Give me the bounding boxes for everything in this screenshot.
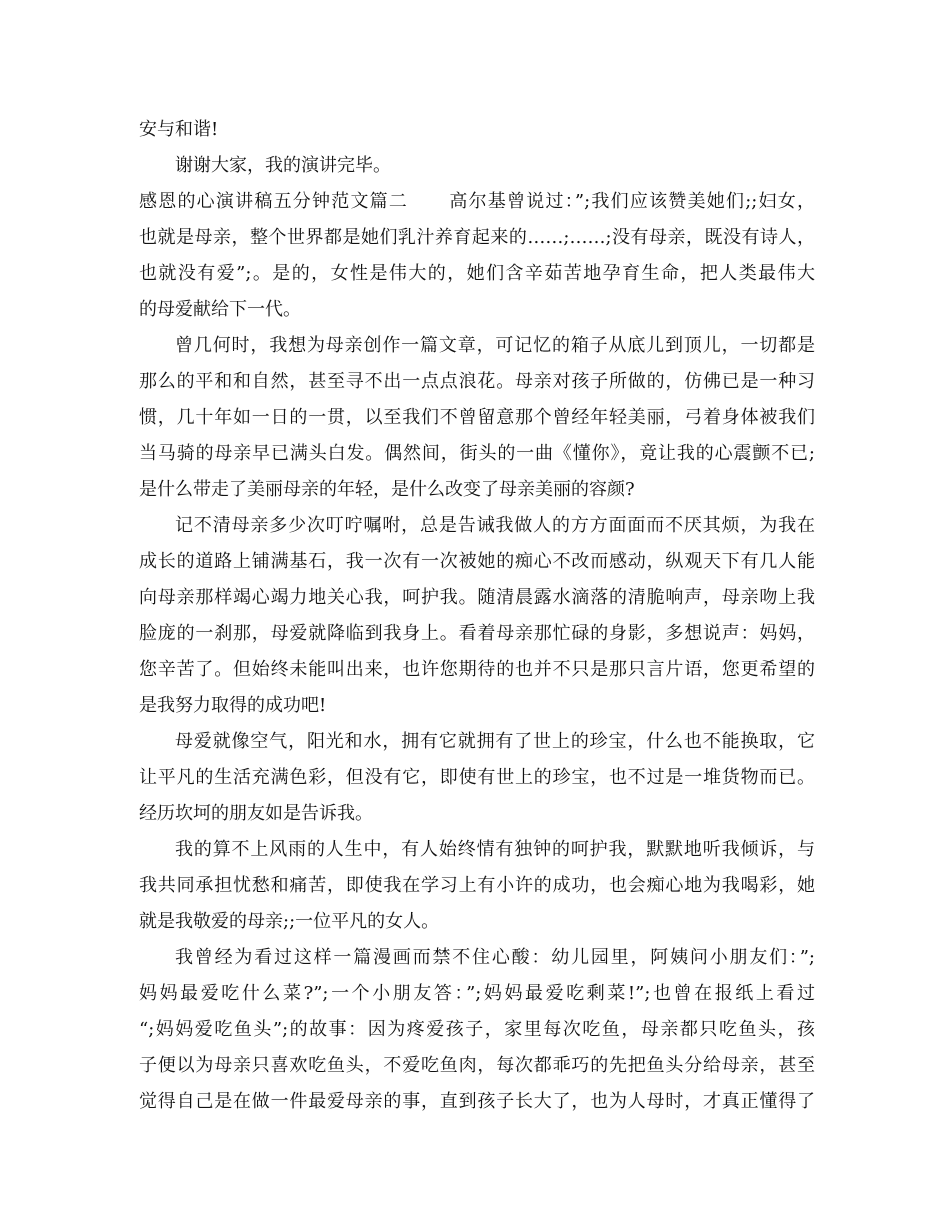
text-line: 惯，几十年如一日的一贯，以至我们不曾留意那个曾经年轻美丽，弓着身体被我们 — [139, 407, 815, 428]
heading-line — [139, 184, 815, 220]
text-fragment: 高尔基曾说过：”;我们应该赞美她们;;妇女， — [448, 191, 815, 212]
text-line: 成长的道路上铺满基石，我一次有一次被她的痴心不改而感动，纵观天下有几人能 — [139, 551, 815, 572]
text-line: 经历坎坷的朋友如是告诉我。 — [139, 803, 373, 824]
text-line: 妈妈最爱吃什么菜?”;一个小朋友答：”;妈妈最爱吃剩菜!”;也曾在报纸上看过 — [139, 983, 815, 1004]
text-line: 母爱就像空气，阳光和水，拥有它就拥有了世上的珍宝，什么也不能换取，它 — [175, 731, 815, 752]
text-line: 脸庞的一刹那，母爱就降临到我身上。看着母亲那忙碌的身影，多想说声：妈妈， — [139, 623, 815, 644]
text-line: 也就没有爱”;。是的，女性是伟大的，她们含辛茹苦地孕育生命，把人类最伟大 — [139, 263, 815, 284]
text-line: 我曾经为看过这样一篇漫画而禁不住心酸：幼儿园里，阿姨问小朋友们：”; — [175, 947, 815, 968]
text-line: 安与和谐! — [139, 119, 219, 140]
text-line: 是什么带走了美丽母亲的年轻，是什么改变了母亲美丽的容颜? — [139, 479, 635, 500]
text-line: “;妈妈爱吃鱼头”;的故事：因为疼爱孩子，家里每次吃鱼，母亲都只吃鱼头，孩 — [139, 1019, 815, 1040]
text-line: 记不清母亲多少次叮咛嘱咐，总是告诫我做人的方方面面而不厌其烦，为我在 — [175, 515, 815, 536]
text-line: 我的算不上风雨的人生中，有人始终情有独钟的呵护我，默默地听我倾诉，与 — [175, 839, 815, 860]
text-line: 那么的平和和自然，甚至寻不出一点点浪花。母亲对孩子所做的，仿佛已是一种习 — [139, 371, 815, 392]
text-line: 曾几何时，我想为母亲创作一篇文章，可记忆的箱子从底儿到顶儿，一切都是 — [175, 335, 815, 356]
text-line: 谢谢大家，我的演讲完毕。 — [175, 155, 391, 176]
text-line: 的母爱献给下一代。 — [139, 299, 301, 320]
text-line: 是我努力取得的成功吧! — [139, 695, 327, 716]
text-line: 就是我敬爱的母亲;;一位平凡的女人。 — [139, 911, 440, 932]
text-line: 您辛苦了。但始终未能叫出来，也许您期待的也并不只是那只言片语，您更希望的 — [139, 659, 815, 680]
text-line: 当马骑的母亲早已满头白发。偶然间，街头的一曲《懂你》，竟让我的心震颤不已; — [139, 443, 815, 464]
text-line: 也就是母亲，整个世界都是她们乳汁养育起来的……;……;没有母亲，既没有诗人， — [139, 227, 815, 248]
text-line: 子便以为母亲只喜欢吃鱼头，不爱吃鱼肉，每次都乖巧的先把鱼头分给母亲，甚至 — [139, 1055, 815, 1076]
section-heading: 感恩的心演讲稿五分钟范文篇二 — [139, 191, 409, 212]
text-line: 让平凡的生活充满色彩，但没有它，即使有世上的珍宝，也不过是一堆货物而已。 — [139, 767, 815, 788]
document-body — [139, 112, 815, 1120]
text-line: 向母亲那样竭心竭力地关心我，呵护我。随清晨露水滴落的清脆响声，母亲吻上我 — [139, 587, 815, 608]
text-line: 觉得自己是在做一件最爱母亲的事，直到孩子长大了，也为人母时，才真正懂得了 — [139, 1091, 815, 1112]
text-line: 我共同承担忧愁和痛苦，即使我在学习上有小许的成功，也会痴心地为我喝彩，她 — [139, 875, 815, 896]
